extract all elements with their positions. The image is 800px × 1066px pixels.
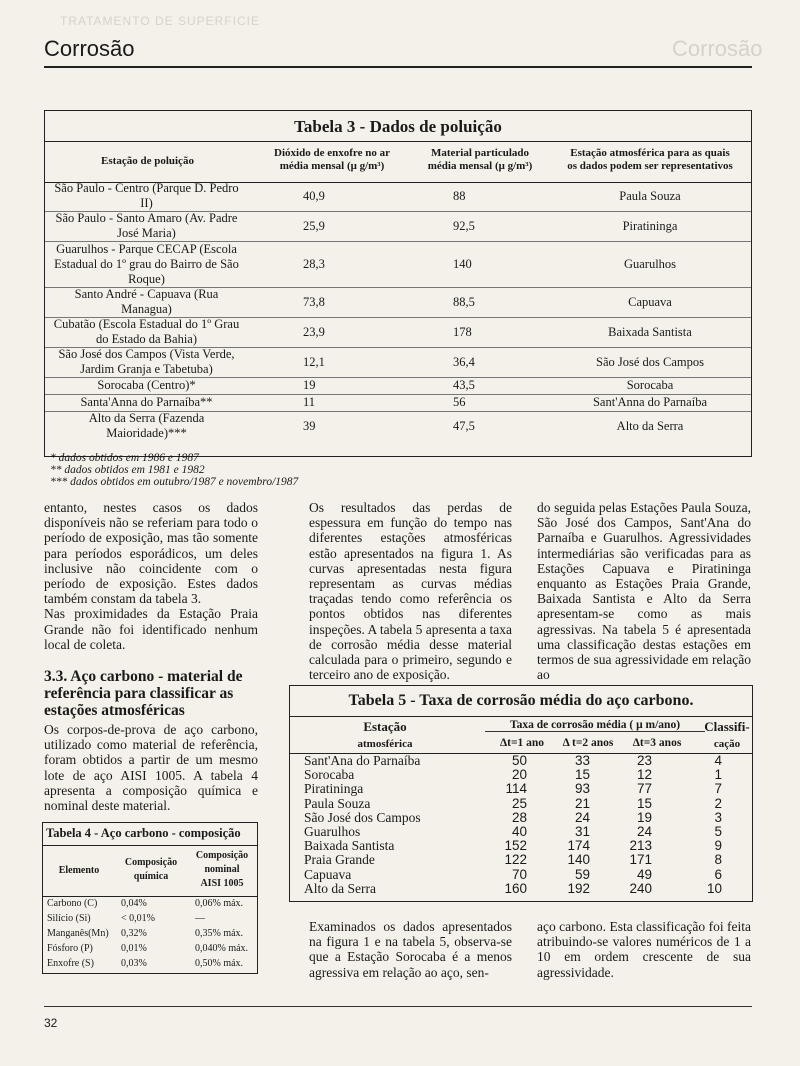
t2-cell: 93 [574, 781, 590, 797]
element-cell: Silício (Si) [47, 913, 91, 924]
t2-cell: 21 [574, 795, 590, 811]
page-number: 32 [44, 1016, 58, 1030]
pm-cell: 47,5 [453, 418, 475, 433]
t3-cell: 15 [636, 795, 652, 811]
pm-cell: 178 [453, 324, 472, 339]
table-3-note: * dados obtidos em 1986 e 1987 [50, 452, 199, 464]
class-cell: 9 [714, 838, 722, 854]
table-row [45, 181, 751, 212]
so2-cell: 11 [303, 395, 316, 409]
t3-cell: 24 [636, 824, 652, 839]
table-row [45, 394, 751, 412]
table-3-col-atm: Estação atmosférica para as quais os dados podem ser representativos [567, 147, 733, 172]
station-cell: Baixada Santista [304, 838, 395, 854]
pm-cell: 43,5 [453, 378, 475, 392]
station-cell: Alto da Serra [304, 880, 376, 896]
element-cell: Fósforo (P) [47, 943, 93, 954]
table-row [45, 317, 751, 348]
element-cell: Manganês(Mn) [47, 928, 109, 939]
table-5-col-t1: Δt=1 ano [499, 737, 545, 749]
so2-cell: 23,9 [303, 324, 325, 339]
column-2-paragraph-2: Examinados os dados apresentados na figura 1 e na tabela 5, observa-se que a Estação Sorocaba é a menos agressiva em relação ao aço, sen- [309, 919, 512, 980]
table-3-notes [50, 452, 298, 488]
station-cell: Paula Souza [304, 795, 371, 811]
column-3-paragraph-2: aço carbono. Esta classificação foi feita atribuindo-se valores numéricos de 1 a 10 em ordem crescente de sua agressividade. [537, 919, 751, 980]
so2-cell: 40,9 [303, 188, 325, 203]
table-4-col-chem: Composição química [124, 857, 178, 882]
table-row [45, 411, 751, 441]
station-cell: Capuava [304, 866, 352, 882]
atm-station-cell: São José dos Campos [596, 354, 704, 369]
table-row [45, 211, 751, 242]
station-cell: Sorocaba (Centro)* [97, 378, 196, 392]
station-cell: São José dos Campos [304, 809, 421, 825]
t2-cell: 15 [574, 767, 590, 783]
station-cell: Guarulhos - Parque CECAP (Escola Estadual do 1º grau do Bairro de São Roque) [54, 241, 239, 286]
t1-cell: 114 [505, 781, 527, 797]
table-5-header [290, 716, 752, 754]
station-cell: Piratininga [304, 781, 364, 797]
ghost-section-title: Corrosão [672, 36, 763, 61]
nominal-cell: 0,35% máx. [195, 928, 244, 939]
class-cell: 4 [714, 753, 722, 768]
so2-cell: 39 [303, 418, 316, 433]
t3-cell: 77 [636, 781, 652, 797]
table-5-col-station: Estação atmosférica [357, 719, 413, 750]
station-cell: Santa'Anna do Parnaíba** [80, 395, 213, 409]
station-cell: Praia Grande [304, 852, 375, 868]
t1-cell: 70 [511, 866, 527, 882]
table-row [43, 913, 257, 928]
t1-cell: 40 [511, 824, 527, 839]
station-cell: Santo André - Capuava (Rua Managua) [74, 287, 219, 316]
t3-cell: 49 [636, 866, 652, 882]
table-3-note: ** dados obtidos em 1981 e 1982 [50, 464, 205, 476]
table-row [290, 882, 752, 896]
atm-station-cell: Guarulhos [623, 256, 677, 271]
table-row [290, 754, 752, 768]
t3-cell: 240 [629, 880, 652, 896]
table-5-col-class: Classifi- cação [704, 719, 750, 750]
table-3-col-station: Estação de poluição [101, 155, 194, 167]
table-row [43, 928, 257, 943]
column-2-paragraph: Os resultados das perdas de espessura em função do tempo nas diferentes estações atmosféricas estão apresentados na figura 1. As curvas apresentadas nesta figura representam as curvas médias traçadas tendo como referência os pontos obtidos nas diferentes inspeções. A tabela 5 apresenta a taxa de corrosão média desse material calculada para o primeiro, segundo e terceiro ano de exposição. [309, 500, 512, 683]
class-cell: 8 [714, 852, 722, 868]
atm-station-cell: Paula Souza [619, 188, 681, 203]
t1-cell: 28 [511, 809, 527, 825]
so2-cell: 73,8 [303, 294, 325, 309]
table-3-col-pm: Material particulado média mensal (μ g/m³) [427, 147, 533, 172]
table-row [43, 943, 257, 958]
t2-cell: 31 [574, 824, 590, 839]
pm-cell: 56 [453, 395, 466, 409]
nominal-cell: 0,06% máx. [195, 898, 244, 909]
table-5-col-t3: Δt=3 anos [632, 737, 682, 749]
ghost-header-text: TRATAMENTO DE SUPERFICIE [60, 14, 261, 28]
table-4 [42, 822, 258, 974]
table-row [43, 898, 257, 913]
class-cell: 5 [714, 824, 722, 839]
station-cell: São Paulo - Centro (Parque D. Pedro II) [54, 181, 239, 210]
table-4-header [43, 845, 257, 897]
table-5 [289, 685, 753, 902]
table-5-col-t2: Δ t=2 anos [562, 737, 614, 749]
table-row [290, 797, 752, 811]
station-cell: São Paulo - Santo Amaro (Av. Padre José Maria) [55, 211, 238, 240]
pm-cell: 92,5 [453, 218, 475, 233]
table-row [290, 853, 752, 867]
station-cell: Guarulhos [304, 824, 361, 839]
column-1-paragraph: entanto, nestes casos os dados disponíveis não se referiam para todo o período de exposição, mas tão somente para períodos esporádicos, um deles inclusive não coincidente com o período de exposição. Estes dados também constam da tabela 3. Nas proximidades da Estação Praia Grande não foi identificado nenhum local de coleta. [44, 500, 258, 652]
so2-cell: 28,3 [303, 256, 325, 271]
table-3 [44, 110, 752, 457]
atm-station-cell: Alto da Serra [616, 418, 684, 433]
table-row [45, 241, 751, 288]
table-5-title: Tabela 5 - Taxa de corrosão média do aço carbono. [348, 692, 694, 709]
table-row [290, 768, 752, 782]
atm-station-cell: Piratininga [622, 218, 678, 233]
t3-cell: 12 [636, 767, 652, 783]
table-row [45, 287, 751, 318]
t3-cell: 19 [636, 809, 652, 825]
t2-cell: 192 [567, 880, 590, 896]
table-row [45, 377, 751, 395]
t1-cell: 122 [504, 852, 527, 868]
section-title: Corrosão [44, 36, 135, 61]
t3-cell: 23 [636, 753, 652, 768]
station-cell: Cubatão (Escola Estadual do 1º Grau do Estado da Bahia) [53, 317, 240, 346]
t1-cell: 50 [511, 753, 527, 768]
table-3-col-so2: Dióxido de enxofre no ar média mensal (μ g/m³) [274, 147, 390, 172]
column-3-paragraph: do seguida pelas Estações Paula Souza, São José dos Campos, Sant'Ana do Parnaíba e Guarulhos. Agressividades intermediárias são verificadas para as Estações Capuava e Piratininga enquanto as Estações Praia Grande, Baixada Santista e Alto da Serra apresentam-se como as mais agressivas. Na tabela 5 é apresentada uma classificação destas estações em termos de sua agressividade em relação ao [537, 500, 751, 683]
element-cell: Enxofre (S) [47, 958, 94, 969]
t1-cell: 25 [511, 795, 527, 811]
chem-cell: 0,32% [121, 928, 147, 939]
class-cell: 7 [714, 781, 722, 797]
table-3-note: *** dados obtidos em outubro/1987 e novembro/1987 [50, 476, 299, 488]
station-cell: Alto da Serra (Fazenda Maioridade)*** [88, 411, 205, 440]
class-cell: 10 [706, 880, 722, 896]
table-row [43, 958, 257, 973]
atm-station-cell: Sorocaba [626, 378, 674, 392]
t1-cell: 20 [511, 767, 527, 783]
class-cell: 2 [714, 795, 722, 811]
element-cell: Carbono (C) [47, 898, 98, 909]
table-row [290, 782, 752, 796]
t2-cell: 33 [574, 753, 590, 768]
nominal-cell: — [195, 913, 205, 924]
chem-cell: 0,04% [121, 898, 147, 909]
pm-cell: 88,5 [453, 294, 475, 309]
class-cell: 1 [714, 767, 722, 783]
footer-rule [44, 1006, 752, 1007]
chem-cell: 0,01% [121, 943, 147, 954]
station-cell: São José dos Campos (Vista Verde, Jardim Granja e Tabetuba) [58, 347, 235, 376]
t3-cell: 171 [629, 852, 652, 868]
table-4-title: Tabela 4 - Aço carbono - composição [46, 826, 241, 840]
table-5-col-rate: Taxa de corrosão média ( μ m/ano) [485, 719, 705, 732]
chem-cell: 0,03% [121, 958, 147, 969]
atm-station-cell: Capuava [628, 294, 672, 309]
header-rule [44, 66, 752, 68]
class-cell: 3 [714, 809, 722, 825]
t2-cell: 59 [574, 866, 590, 882]
table-3-header [45, 141, 751, 183]
t3-cell: 213 [629, 838, 652, 854]
t2-cell: 174 [567, 838, 590, 854]
atm-station-cell: Sant'Anna do Parnaíba [592, 395, 708, 409]
table-row [290, 825, 752, 839]
nominal-cell: 0,040% máx. [195, 943, 249, 954]
chem-cell: < 0,01% [121, 913, 155, 924]
class-cell: 6 [714, 866, 722, 882]
section-3-3-heading: 3.3. Aço carbono - material de referência para classificar as estações atmosféricas [44, 668, 243, 719]
t2-cell: 140 [567, 852, 590, 868]
so2-cell: 12,1 [303, 354, 325, 369]
atm-station-cell: Baixada Santista [608, 324, 692, 339]
table-row [290, 839, 752, 853]
so2-cell: 25,9 [303, 218, 325, 233]
nominal-cell: 0,50% máx. [195, 958, 244, 969]
pm-cell: 36,4 [453, 354, 475, 369]
t1-cell: 160 [504, 880, 527, 896]
table-3-title: Tabela 3 - Dados de poluição [294, 117, 502, 136]
table-row [290, 868, 752, 882]
table-4-col-element: Elemento [58, 865, 100, 876]
table-row [290, 811, 752, 825]
t1-cell: 152 [504, 838, 527, 854]
so2-cell: 19 [303, 378, 316, 392]
station-cell: Sorocaba [304, 767, 355, 783]
station-cell: Sant'Ana do Parnaíba [304, 753, 421, 768]
table-row [45, 347, 751, 378]
pm-cell: 140 [453, 256, 472, 271]
table-4-col-nominal: Composição nominal AISI 1005 [195, 850, 249, 889]
t2-cell: 24 [574, 809, 590, 825]
column-1-paragraph-2: Os corpos-de-prova de aço carbono, utilizado como material de referência, foram obtidos a partir de um mesmo lote de aço AISI 1005. A tabela 4 apresenta a composição química e nominal deste material. [44, 722, 258, 814]
pm-cell: 88 [453, 188, 466, 203]
